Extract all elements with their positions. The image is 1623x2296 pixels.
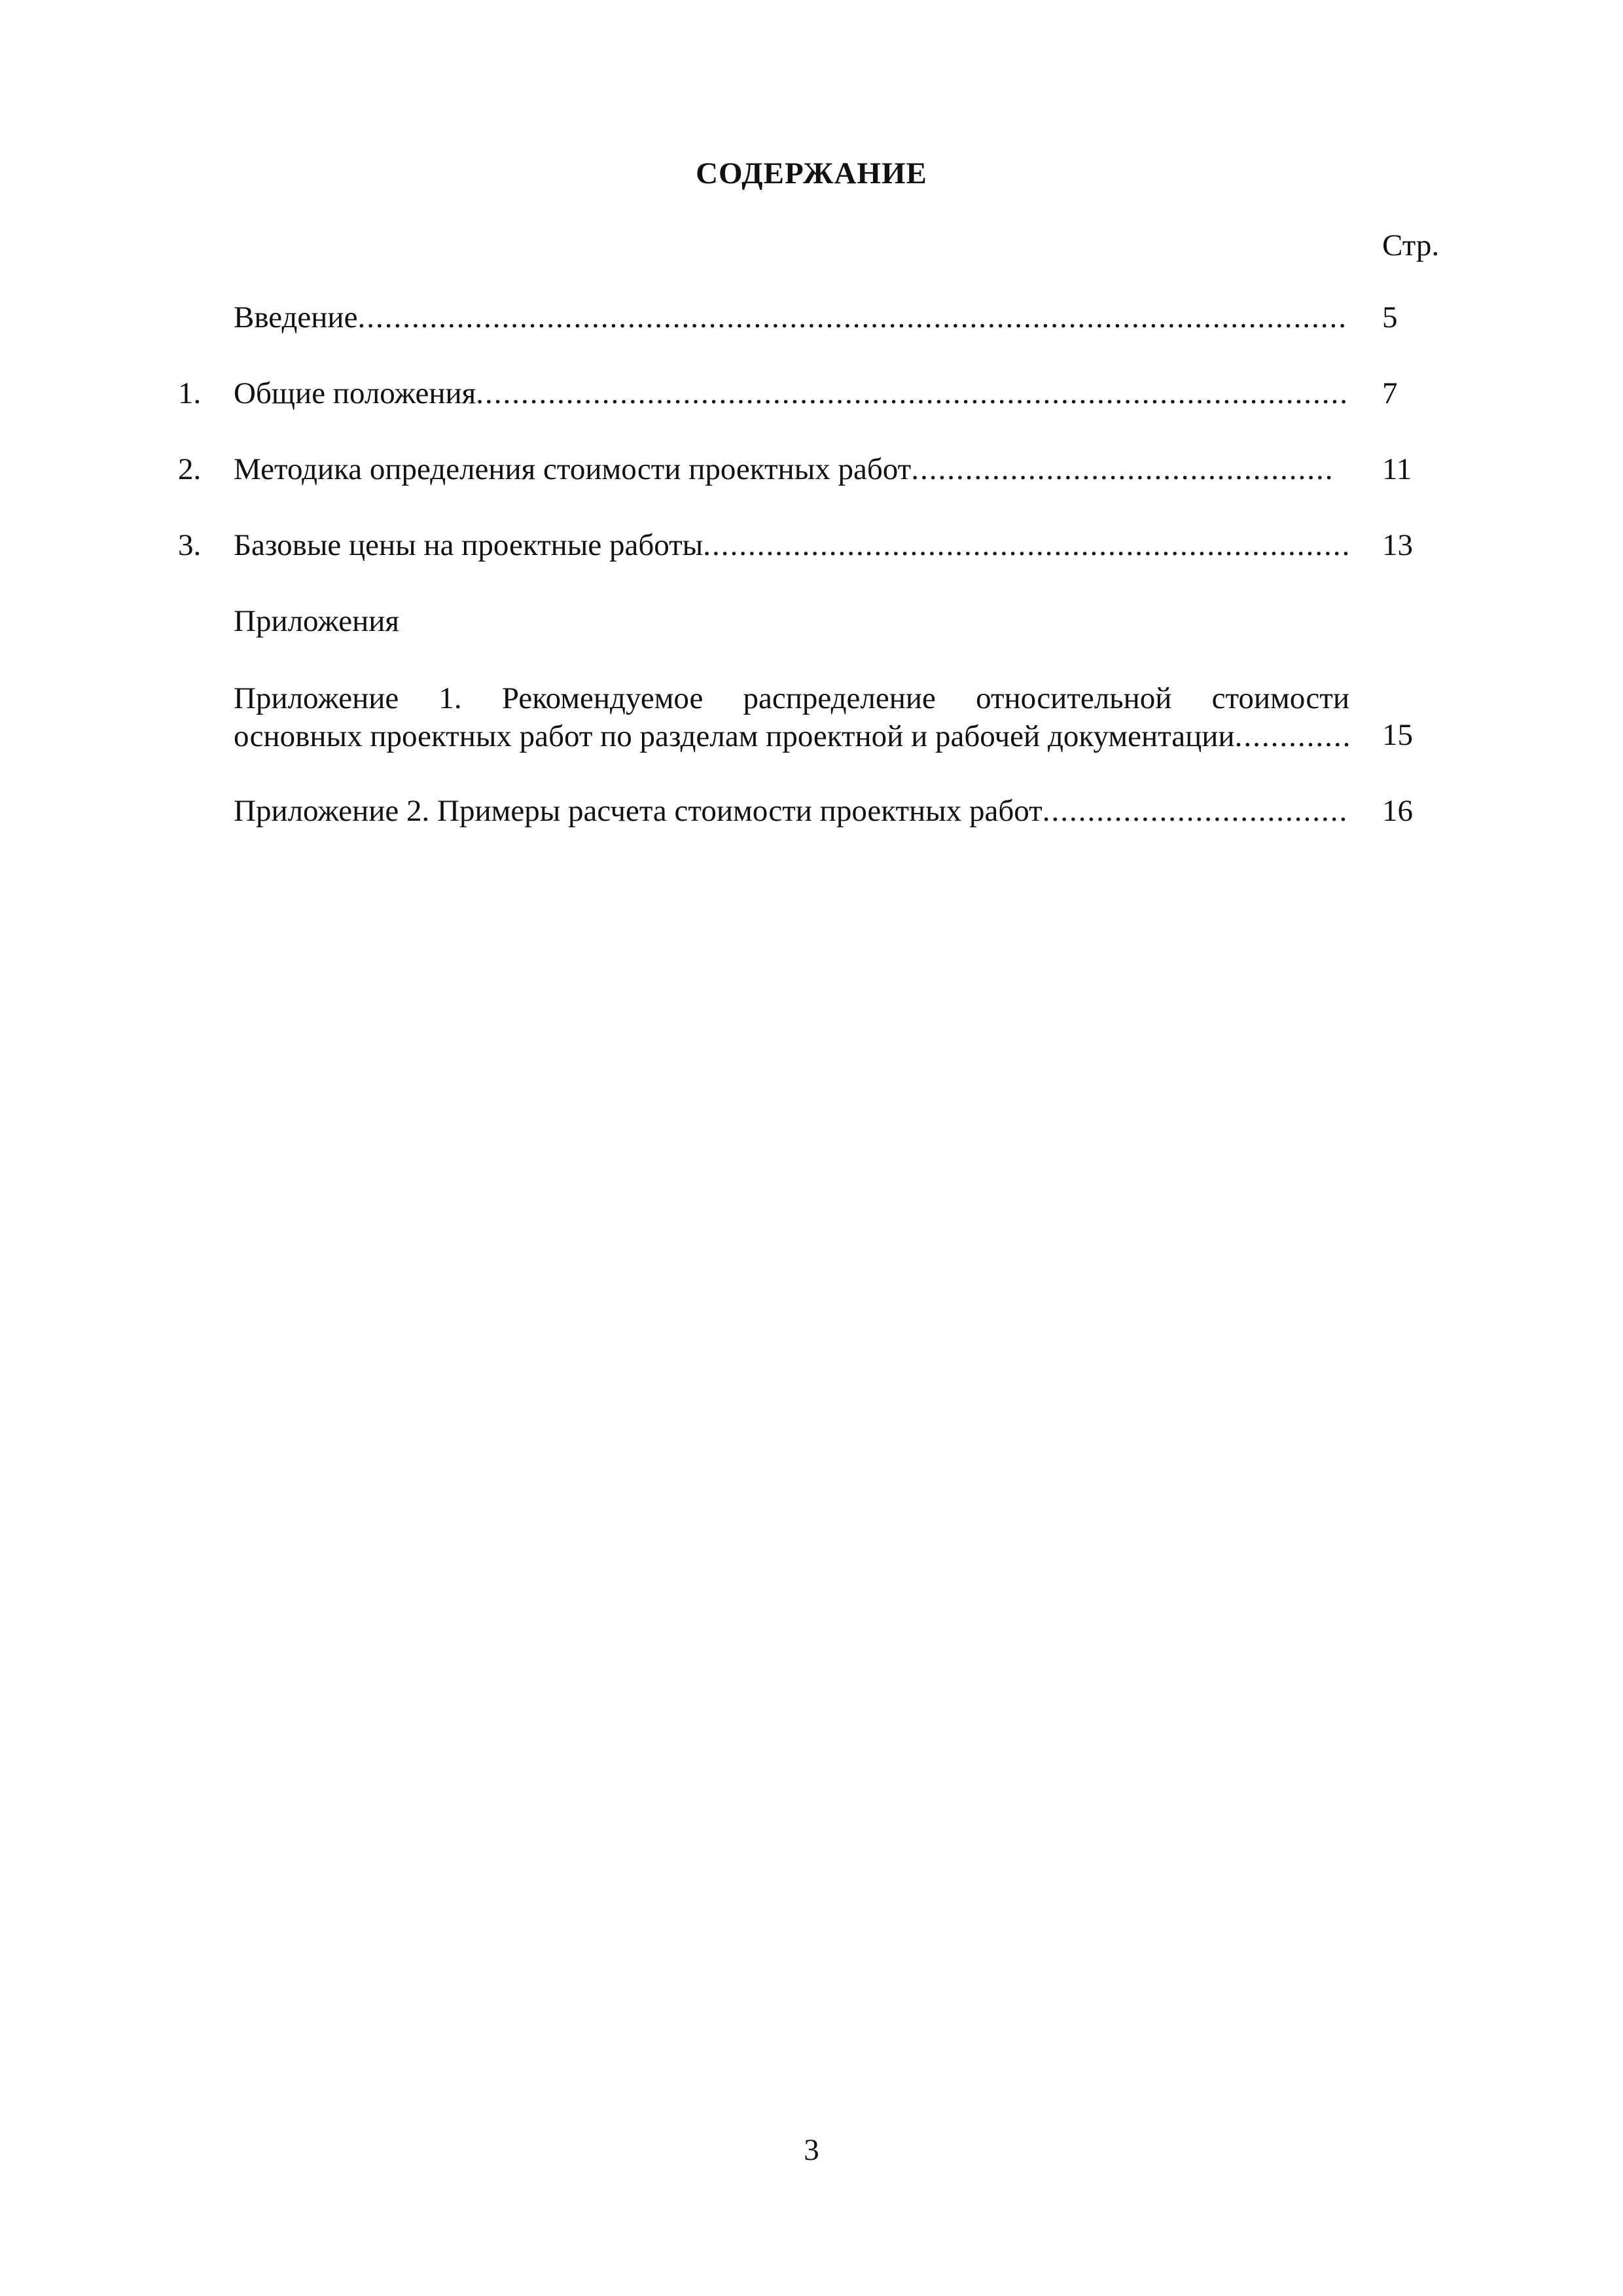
dot-leader [703, 528, 1349, 563]
toc-entry-line [234, 528, 1349, 563]
toc-entry-page: 7 [1382, 376, 1398, 410]
toc-entry-number: 3. [178, 528, 202, 562]
page-number: 3 [804, 2133, 819, 2167]
toc-entry-number: 2. [178, 452, 202, 486]
toc-entry-line [234, 300, 1349, 335]
page-title: СОДЕРЖАНИЕ [696, 156, 927, 190]
toc-entry-appendix-2 [0, 793, 1623, 833]
dot-leader [911, 452, 1333, 487]
toc-entry-introduction [0, 300, 1623, 339]
toc-entry-label: Методика определения стоимости проектных работ [234, 452, 912, 486]
toc-entry-number: 1. [178, 376, 202, 410]
toc-entry-label: Базовые цены на проектные работы [234, 528, 704, 562]
toc-entry-methodology [0, 452, 1623, 491]
appendix-1-page-row [0, 717, 1623, 757]
toc-entry-page: 13 [1382, 528, 1413, 562]
toc-entry-line [234, 793, 1346, 829]
appendix-1-line-1: Приложение 1. Рекомендуемое распределение относительной стоимости [234, 681, 1349, 715]
toc-entry-label: Общие положения [234, 376, 476, 410]
toc-entry-label: Приложение 2. Примеры расчета стоимости проектных работ [234, 794, 1043, 828]
toc-entry-line [234, 452, 1333, 487]
dot-leader [357, 300, 1349, 335]
toc-entry-general-provisions [0, 376, 1623, 415]
toc-entry-page: 16 [1382, 794, 1413, 828]
dot-leader [476, 376, 1349, 411]
dot-leader [1043, 793, 1346, 829]
toc-entry-base-prices [0, 528, 1623, 567]
toc-entry-page: 11 [1382, 452, 1412, 486]
appendices-heading: Приложения [234, 604, 400, 638]
page-column-header: Стр. [1382, 228, 1440, 262]
toc-entry-line [234, 376, 1349, 411]
toc-entry-page: 15 [1382, 718, 1413, 752]
toc-entry-label: Введение [234, 300, 358, 334]
appendix-1-line-2-label: основных проектных работ по разделам проектной и рабочей документации [234, 719, 1235, 753]
toc-entry-page: 5 [1382, 300, 1398, 334]
